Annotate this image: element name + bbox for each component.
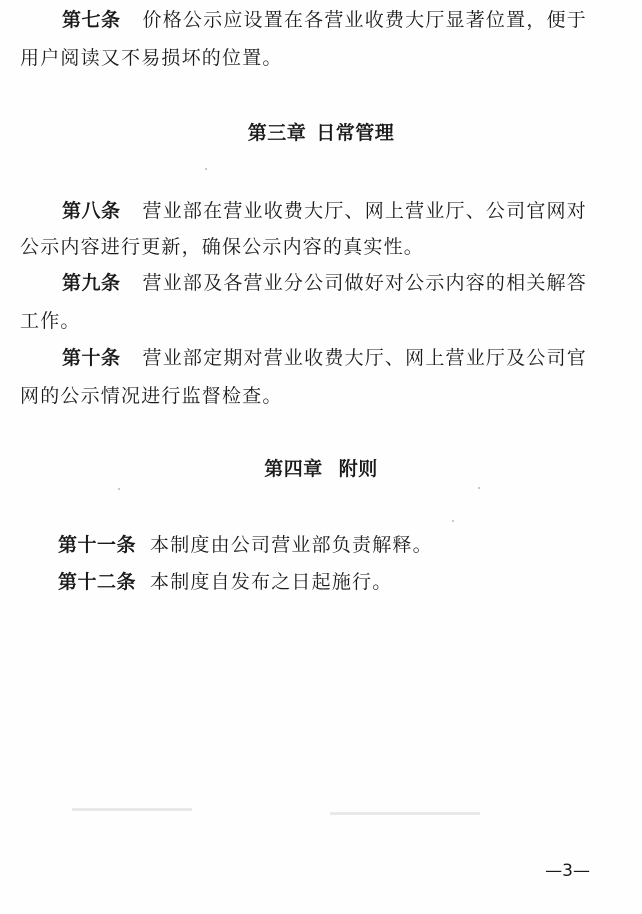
article-10-number: 第十条 (62, 347, 121, 369)
article-11-text: 本制度由公司营业部负责解释。 (150, 534, 433, 556)
article-9-line-1 (62, 270, 587, 296)
article-8-line-2: 公示内容进行更新，确保公示内容的真实性。 (20, 236, 425, 258)
chapter-3-heading (0, 120, 642, 146)
scan-smudge (330, 812, 480, 815)
scan-speck (478, 487, 480, 489)
article-7-text-line-1: 价格公示应设置在各营业收费大厅显著位置，便于 (142, 9, 587, 31)
page-number: —3— (545, 861, 590, 881)
article-9-text-line-1: 营业部及各营业分公司做好对公示内容的相关解答 (142, 272, 587, 294)
article-7-line-2: 用户阅读又不易损坏的位置。 (20, 47, 283, 69)
article-11-number: 第十一条 (58, 534, 137, 556)
scan-speck (118, 488, 120, 490)
article-12-text: 本制度自发布之日起施行。 (150, 571, 393, 593)
chapter-4-number: 第四章 (264, 458, 323, 480)
chapter-3-number: 第三章 (247, 122, 307, 144)
article-8-line-1 (62, 198, 587, 224)
article-11-line (58, 532, 433, 558)
article-12-number: 第十二条 (58, 571, 137, 593)
scan-speck (205, 168, 207, 170)
chapter-3-title: 日常管理 (316, 122, 395, 144)
article-10-line-2: 网的公示情况进行监督检查。 (20, 385, 283, 407)
article-7-line-1 (62, 7, 587, 33)
article-10-line-1 (62, 345, 587, 371)
article-9-line-2: 工作。 (20, 310, 81, 332)
scan-speck (452, 520, 454, 522)
article-9-number: 第九条 (62, 272, 121, 294)
article-7-number: 第七条 (62, 9, 121, 31)
article-10-text-line-1: 营业部定期对营业收费大厅、网上营业厅及公司官 (142, 347, 587, 369)
article-8-text-line-1: 营业部在营业收费大厅、网上营业厅、公司官网对 (142, 200, 587, 222)
chapter-4-heading (0, 456, 642, 482)
chapter-4-title: 附则 (338, 458, 378, 480)
article-12-line (58, 569, 392, 595)
article-8-number: 第八条 (62, 200, 121, 222)
scan-smudge (72, 808, 192, 811)
